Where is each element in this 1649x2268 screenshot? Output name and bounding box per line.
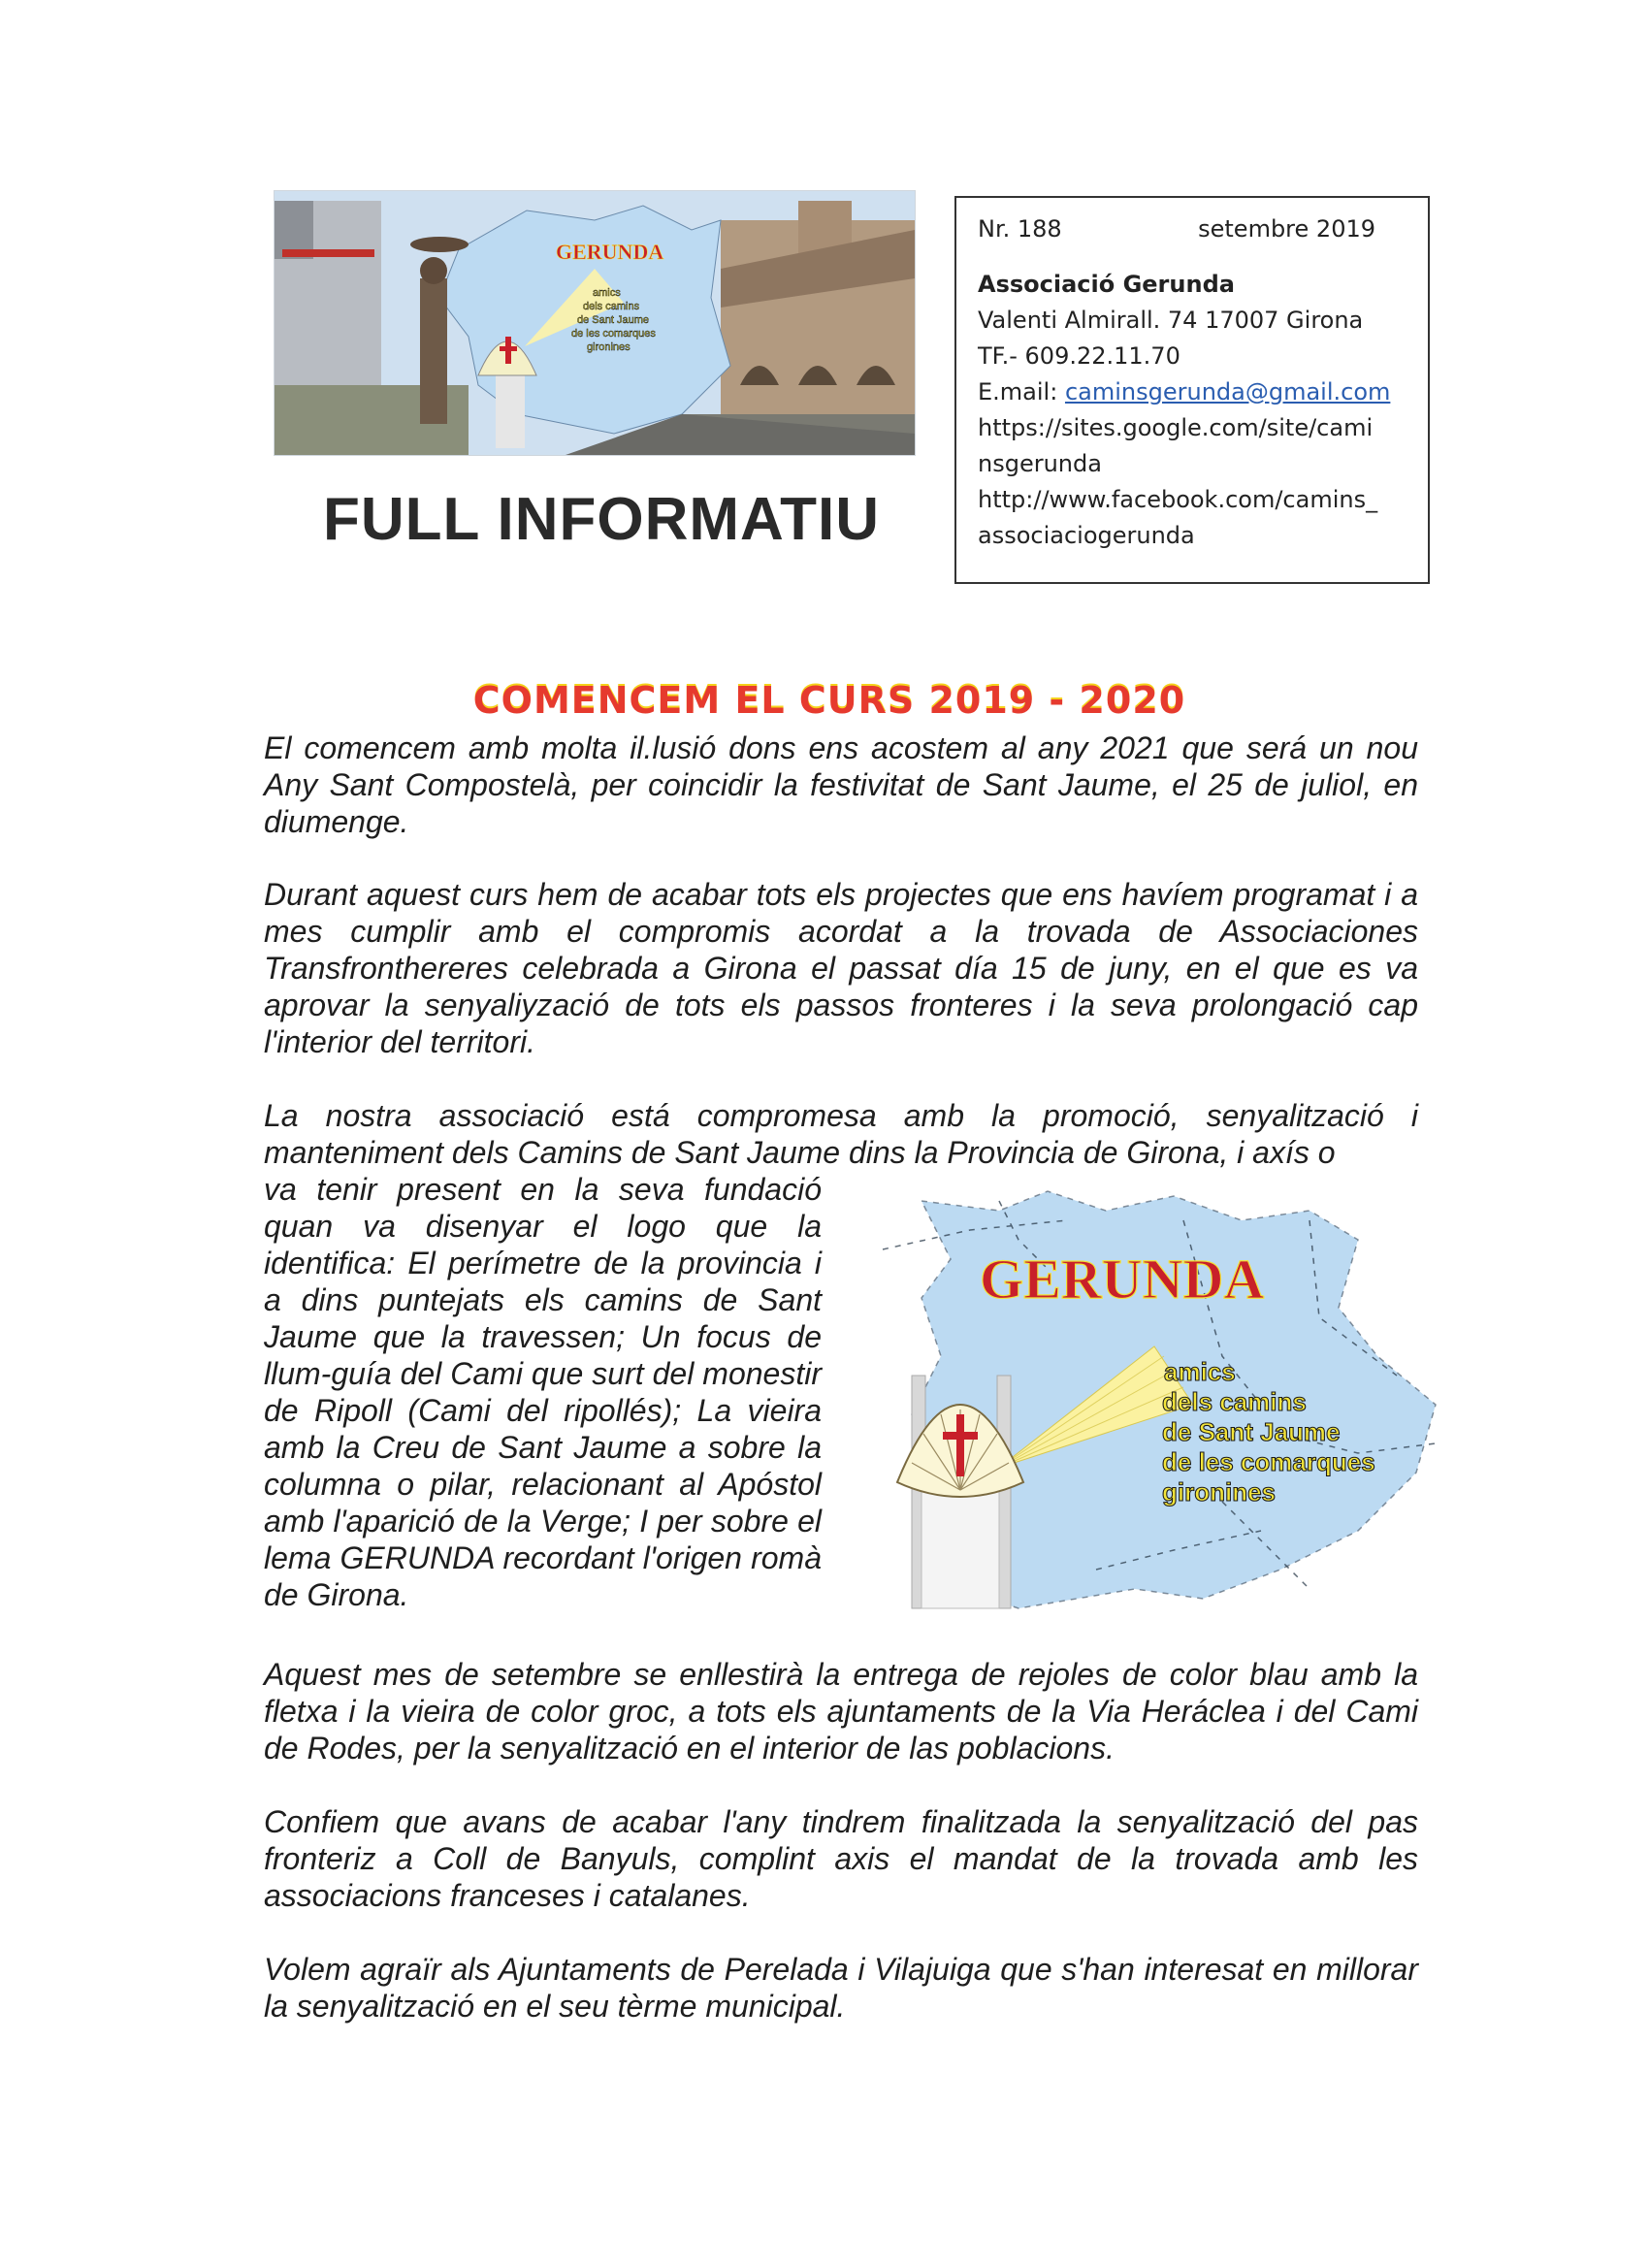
issue-date: setembre 2019 [1198,215,1375,243]
article-paragraph: La nostra associació está compromesa amb la promoció, senyalització i manteniment dels Camins de Sant Jaume dins la Provincia de Girona, i axís o [264,1098,1418,1170]
logo-tagline: de Sant Jaume [1162,1417,1341,1446]
email-label: E.mail: [978,378,1058,405]
article-paragraph-logo-description: va tenir present en la seva fundació quan va disenyar el logo que la identifica: El perímetre de la provincia i a dins puntejats els camins de Sant Jaume que la travessen; Un focus de llum-guía del Cami que surt del monestir de Ripoll (Cami del ripollés); La vieira amb la Creu de Sant Jaume a sobre la columna o pilar, relacionant al Apóstol amb l'aparició de la Verge; I per sobre el lema GERUNDA recordant l'origen romà de Girona. [264,1172,822,1612]
header-logo-tagline: gironines [587,341,630,353]
logo-tagline: de les comarques [1162,1447,1375,1476]
header-logo-tagline: amics [593,287,621,299]
header-logo-tagline: dels camins [583,301,640,312]
article-headline: COMENCEM EL CURS 2019 - 2020 [472,679,1186,722]
facebook-link[interactable]: http://www.facebook.com/camins_ [978,486,1378,513]
header-logo-title: GERUNDA [556,240,664,264]
gerunda-logo [854,1182,1455,1628]
website-link[interactable]: https://sites.google.com/site/cami [978,414,1374,441]
header-logo-tagline: de Sant Jaume [577,314,649,326]
issue-number: Nr. 188 [978,215,1062,243]
org-email-row [978,374,1408,410]
article-paragraph: El comencem amb molta il.lusió dons ens acostem al any 2021 que será un nou Any Sant Compostelà, per coincidir la festivitat de Sant Jaume, el 25 de juliol, en diumenge. [264,730,1418,839]
page-title: FULL INFORMATIU [322,486,881,553]
email-link[interactable]: caminsgerunda@gmail.com [1064,378,1391,405]
facebook-link-cont[interactable]: associaciogerunda [978,522,1195,549]
header-photo-collage [274,190,916,456]
issue-row [978,211,1375,247]
website-link-cont[interactable]: nsgerunda [978,450,1102,477]
article-paragraph: Aquest mes de setembre se enllestirà la entrega de rejoles de color blau amb la fletxa i la vieira de color groc, a tots els ajuntaments de la Via Heráclea i del Cami de Rodes, per la senyalització en el interior de las poblacions. [264,1657,1418,1766]
org-address: Valenti Almirall. 74 17007 Girona [978,307,1364,334]
org-name: Associació Gerunda [978,271,1235,298]
article-paragraph: Volem agraïr als Ajuntaments de Perelada i Vilajuiga que s'han interesat en millorar la senyalització en el seu tèrme municipal. [264,1952,1418,2024]
org-phone: TF.- 609.22.11.70 [978,342,1180,370]
info-box [954,196,1430,584]
article-paragraph: Confiem que avans de acabar l'any tindrem finalitzada la senyalització del pas fronteriz a Coll de Banyuls, complint axis el mandat de la trovada amb les associacions franceses i catalanes. [264,1804,1418,1913]
header-logo-tagline: de les comarques [571,328,656,340]
logo-tagline: dels camins [1162,1387,1307,1416]
article-paragraph: Durant aquest curs hem de acabar tots els projectes que ens havíem programat i a mes cumplir amb el compromis acordat a la trovada de Associaciones Transfronthereres celebrada a Girona el passat día 15 de juny, en el que es va aprovar la senyaliyzació de tots els passos fronteres i la seva prolongació cap l'interior del territori. [264,877,1418,1059]
logo-tagline: gironines [1162,1477,1277,1507]
logo-title: GERUNDA [980,1247,1265,1311]
logo-tagline: amics [1164,1357,1236,1386]
